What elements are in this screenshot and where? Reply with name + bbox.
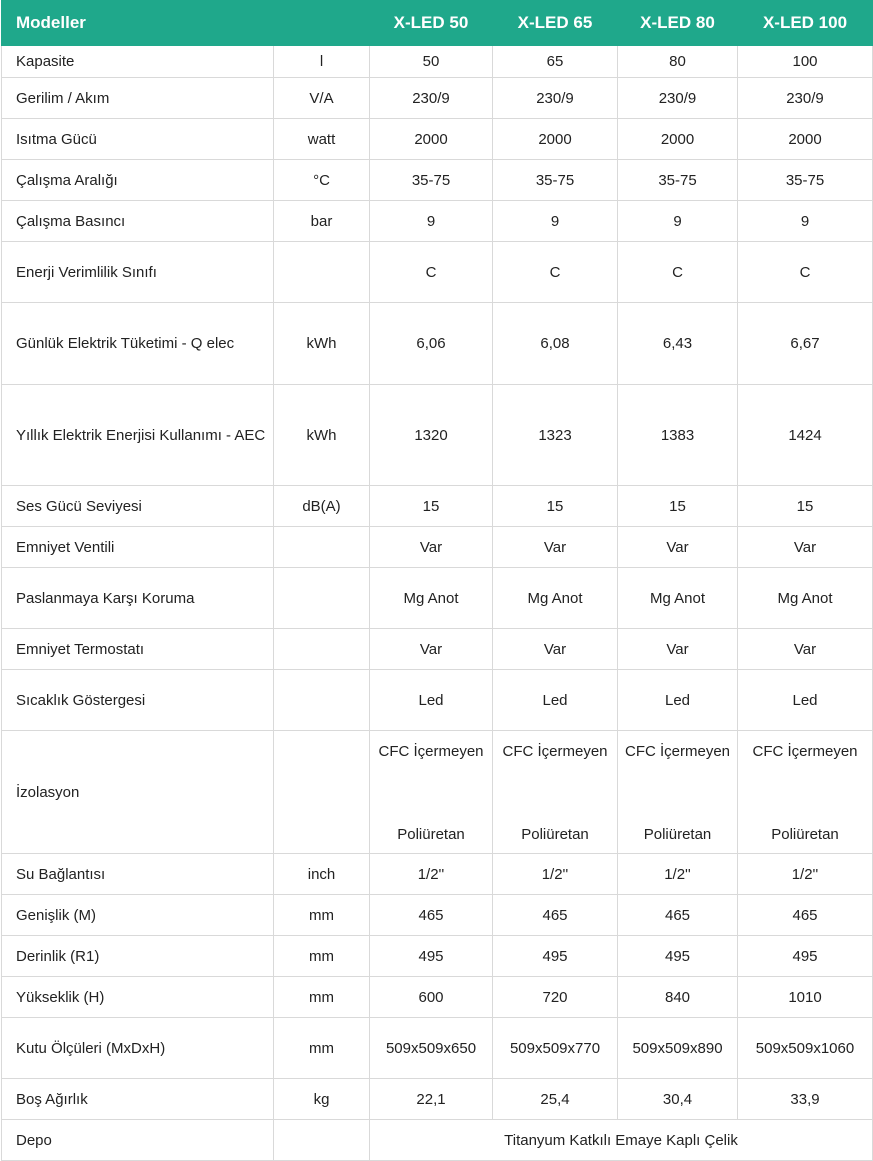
row-yukseklik bbox=[2, 977, 873, 1018]
row-value: 495 bbox=[738, 936, 873, 977]
isolation-top-text: CFC İçermeyen bbox=[624, 743, 731, 760]
row-value: C bbox=[370, 242, 493, 303]
row-value: 15 bbox=[738, 486, 873, 527]
row-unit: kg bbox=[274, 1079, 370, 1120]
row-unit bbox=[274, 629, 370, 670]
row-value: 465 bbox=[370, 895, 493, 936]
row-unit bbox=[274, 527, 370, 568]
row-value: Led bbox=[493, 670, 618, 731]
row-label: Çalışma Aralığı bbox=[2, 160, 274, 201]
row-gerilim-akim bbox=[2, 78, 873, 119]
row-value: 35-75 bbox=[738, 160, 873, 201]
row-label: Yükseklik (H) bbox=[2, 977, 274, 1018]
row-label: Boş Ağırlık bbox=[2, 1079, 274, 1120]
row-label: Emniyet Ventili bbox=[2, 527, 274, 568]
isolation-bottom-text: Poliüretan bbox=[521, 826, 589, 843]
row-value: 1320 bbox=[370, 385, 493, 486]
row-unit: mm bbox=[274, 977, 370, 1018]
row-label: Genişlik (M) bbox=[2, 895, 274, 936]
row-value: 9 bbox=[738, 201, 873, 242]
row-label: Derinlik (R1) bbox=[2, 936, 274, 977]
row-value: 9 bbox=[618, 201, 738, 242]
isolation-cell bbox=[370, 731, 493, 854]
row-value: C bbox=[493, 242, 618, 303]
row-value: Var bbox=[618, 527, 738, 568]
row-value: 22,1 bbox=[370, 1079, 493, 1120]
row-value: 1424 bbox=[738, 385, 873, 486]
row-unit bbox=[274, 731, 370, 854]
row-value: 1/2'' bbox=[493, 854, 618, 895]
isolation-bottom-text: Poliüretan bbox=[397, 826, 465, 843]
header-model-x-led-65: X-LED 65 bbox=[493, 1, 618, 46]
row-value: 35-75 bbox=[370, 160, 493, 201]
row-value: 495 bbox=[618, 936, 738, 977]
row-value: Var bbox=[493, 629, 618, 670]
row-value: 1/2'' bbox=[738, 854, 873, 895]
row-value: 65 bbox=[493, 46, 618, 78]
row-value: 2000 bbox=[618, 119, 738, 160]
row-value: 230/9 bbox=[738, 78, 873, 119]
row-value: 495 bbox=[370, 936, 493, 977]
header-model-x-led-80: X-LED 80 bbox=[618, 1, 738, 46]
row-emniyet-termostati bbox=[2, 629, 873, 670]
row-unit: mm bbox=[274, 936, 370, 977]
row-izolasyon bbox=[2, 731, 873, 854]
row-genislik bbox=[2, 895, 873, 936]
isolation-bottom-text: Poliüretan bbox=[771, 826, 839, 843]
row-ses-gucu-seviyesi bbox=[2, 486, 873, 527]
row-unit: mm bbox=[274, 895, 370, 936]
row-unit: V/A bbox=[274, 78, 370, 119]
row-value: 2000 bbox=[493, 119, 618, 160]
row-value: Led bbox=[738, 670, 873, 731]
row-value: 600 bbox=[370, 977, 493, 1018]
row-su-baglantisi bbox=[2, 854, 873, 895]
row-label: Kutu Ölçüleri (MxDxH) bbox=[2, 1018, 274, 1079]
row-value: C bbox=[738, 242, 873, 303]
row-value: Var bbox=[738, 629, 873, 670]
row-value: 720 bbox=[493, 977, 618, 1018]
row-unit: mm bbox=[274, 1018, 370, 1079]
row-value: 1/2'' bbox=[370, 854, 493, 895]
row-label: Gerilim / Akım bbox=[2, 78, 274, 119]
row-value: Mg Anot bbox=[738, 568, 873, 629]
header-unit bbox=[274, 1, 370, 46]
row-label: Yıllık Elektrik Enerjisi Kullanımı - AEC bbox=[2, 385, 274, 486]
row-bos-agirlik bbox=[2, 1079, 873, 1120]
row-emniyet-ventili bbox=[2, 527, 873, 568]
row-value: 2000 bbox=[738, 119, 873, 160]
row-value: 465 bbox=[618, 895, 738, 936]
row-kutu-olculeri bbox=[2, 1018, 873, 1079]
row-value: 230/9 bbox=[618, 78, 738, 119]
row-value: 509x509x890 bbox=[618, 1018, 738, 1079]
row-unit bbox=[274, 670, 370, 731]
row-unit bbox=[274, 1120, 370, 1161]
depo-value: Titanyum Katkılı Emaye Kaplı Çelik bbox=[370, 1120, 873, 1161]
header-model-x-led-100: X-LED 100 bbox=[738, 1, 873, 46]
row-value: Var bbox=[370, 527, 493, 568]
row-label: Sıcaklık Göstergesi bbox=[2, 670, 274, 731]
isolation-top-text: CFC İçermeyen bbox=[378, 743, 484, 760]
spec-table bbox=[1, 0, 873, 1161]
row-label: Enerji Verimlilik Sınıfı bbox=[2, 242, 274, 303]
row-value: 25,4 bbox=[493, 1079, 618, 1120]
row-value: Var bbox=[493, 527, 618, 568]
row-label: Su Bağlantısı bbox=[2, 854, 274, 895]
row-calisma-araligi bbox=[2, 160, 873, 201]
row-yillik-elektrik-enerjisi bbox=[2, 385, 873, 486]
row-label: Çalışma Basıncı bbox=[2, 201, 274, 242]
row-value: 15 bbox=[618, 486, 738, 527]
row-unit: dB(A) bbox=[274, 486, 370, 527]
row-label: Depo bbox=[2, 1120, 274, 1161]
row-unit: bar bbox=[274, 201, 370, 242]
row-unit: watt bbox=[274, 119, 370, 160]
row-value: 35-75 bbox=[618, 160, 738, 201]
row-unit: inch bbox=[274, 854, 370, 895]
row-value: 1383 bbox=[618, 385, 738, 486]
row-value: 465 bbox=[493, 895, 618, 936]
isolation-bottom-text: Poliüretan bbox=[643, 826, 712, 843]
row-value: Mg Anot bbox=[370, 568, 493, 629]
row-paslanmaya-karsi-koruma bbox=[2, 568, 873, 629]
row-value: 495 bbox=[493, 936, 618, 977]
row-value: 15 bbox=[493, 486, 618, 527]
isolation-cell bbox=[738, 731, 873, 854]
row-value: Mg Anot bbox=[493, 568, 618, 629]
row-value: 6,43 bbox=[618, 303, 738, 385]
row-label: Isıtma Gücü bbox=[2, 119, 274, 160]
row-value: Var bbox=[738, 527, 873, 568]
row-value: 1/2'' bbox=[618, 854, 738, 895]
row-value: 35-75 bbox=[493, 160, 618, 201]
row-calisma-basinci bbox=[2, 201, 873, 242]
row-unit: kWh bbox=[274, 303, 370, 385]
row-value: 6,06 bbox=[370, 303, 493, 385]
row-value: 509x509x1060 bbox=[738, 1018, 873, 1079]
isolation-cell bbox=[493, 731, 618, 854]
row-value: 9 bbox=[370, 201, 493, 242]
isolation-cell bbox=[618, 731, 738, 854]
row-value: 9 bbox=[493, 201, 618, 242]
row-value: Mg Anot bbox=[618, 568, 738, 629]
header-row bbox=[2, 1, 873, 46]
isolation-top-text: CFC İçermeyen bbox=[752, 743, 858, 760]
row-unit bbox=[274, 568, 370, 629]
row-value: 1323 bbox=[493, 385, 618, 486]
row-unit: l bbox=[274, 46, 370, 78]
row-label: Günlük Elektrik Tüketimi - Q elec bbox=[2, 303, 274, 385]
row-value: C bbox=[618, 242, 738, 303]
row-value: 15 bbox=[370, 486, 493, 527]
row-label: Ses Gücü Seviyesi bbox=[2, 486, 274, 527]
row-value: 509x509x770 bbox=[493, 1018, 618, 1079]
row-kapasite bbox=[2, 46, 873, 78]
row-value: Var bbox=[618, 629, 738, 670]
header-model-x-led-50: X-LED 50 bbox=[370, 1, 493, 46]
row-value: 30,4 bbox=[618, 1079, 738, 1120]
row-label: İzolasyon bbox=[2, 731, 274, 854]
isolation-top-text: CFC İçermeyen bbox=[502, 743, 608, 760]
row-value: 1010 bbox=[738, 977, 873, 1018]
row-gunluk-elektrik-tuketimi bbox=[2, 303, 873, 385]
row-value: 6,67 bbox=[738, 303, 873, 385]
row-derinlik bbox=[2, 936, 873, 977]
row-label: Paslanmaya Karşı Koruma bbox=[2, 568, 274, 629]
row-value: Led bbox=[618, 670, 738, 731]
row-value: 100 bbox=[738, 46, 873, 78]
row-value: 230/9 bbox=[493, 78, 618, 119]
row-value: Var bbox=[370, 629, 493, 670]
row-isitma-gucu bbox=[2, 119, 873, 160]
row-value: 33,9 bbox=[738, 1079, 873, 1120]
row-sicaklik-gostergesi bbox=[2, 670, 873, 731]
header-models-label: Modeller bbox=[2, 1, 274, 46]
row-value: 80 bbox=[618, 46, 738, 78]
row-value: 465 bbox=[738, 895, 873, 936]
row-value: 509x509x650 bbox=[370, 1018, 493, 1079]
row-unit: °C bbox=[274, 160, 370, 201]
row-label: Emniyet Termostatı bbox=[2, 629, 274, 670]
row-unit: kWh bbox=[274, 385, 370, 486]
row-value: 50 bbox=[370, 46, 493, 78]
row-value: 840 bbox=[618, 977, 738, 1018]
row-value: Led bbox=[370, 670, 493, 731]
row-depo bbox=[2, 1120, 873, 1161]
row-enerji-verimlilik-sinifi bbox=[2, 242, 873, 303]
row-unit bbox=[274, 242, 370, 303]
row-value: 2000 bbox=[370, 119, 493, 160]
row-label: Kapasite bbox=[2, 46, 274, 78]
row-value: 230/9 bbox=[370, 78, 493, 119]
row-value: 6,08 bbox=[493, 303, 618, 385]
